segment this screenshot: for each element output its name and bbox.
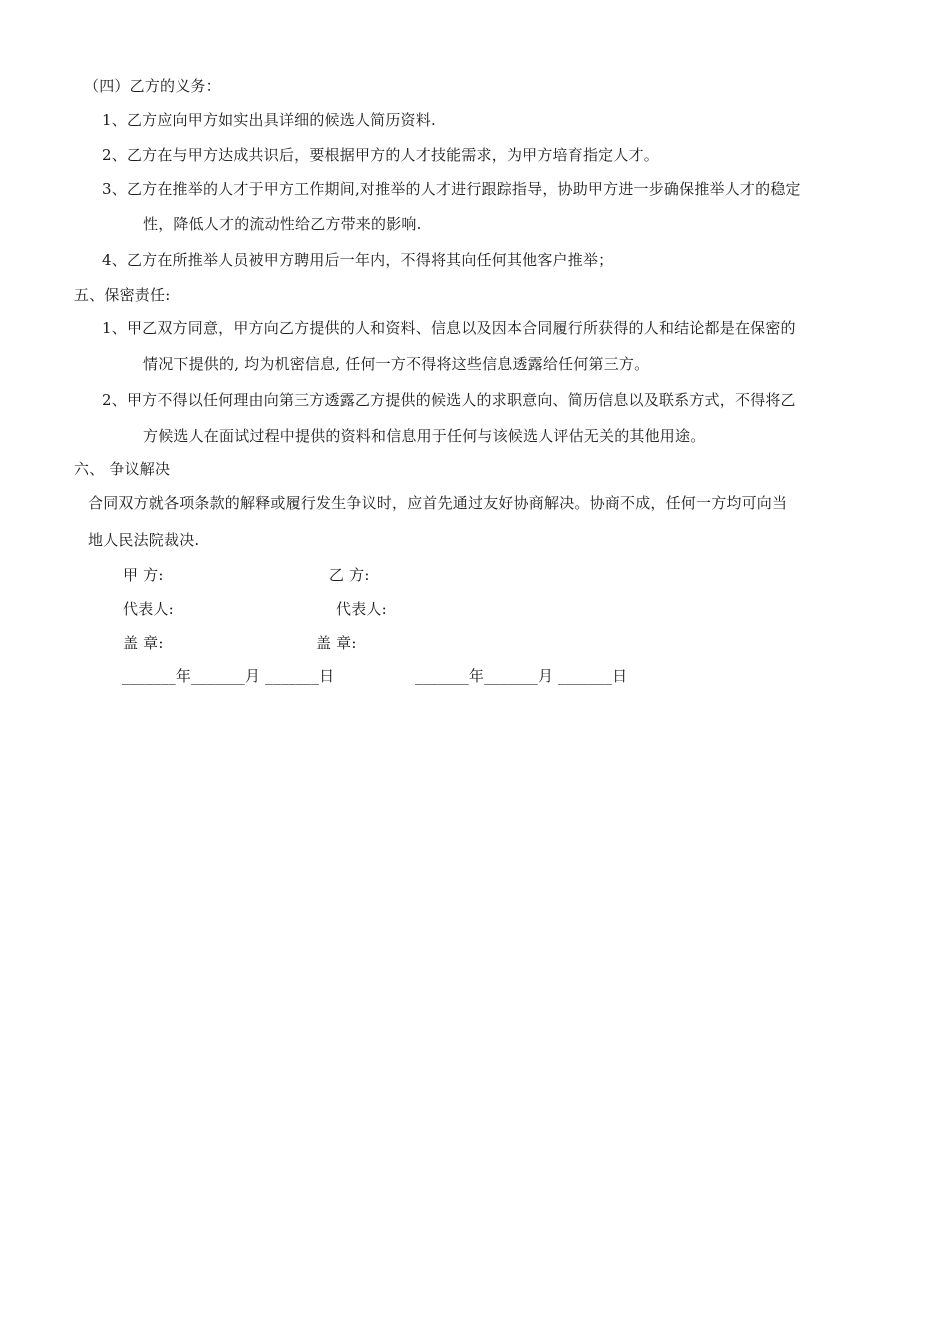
- item-text: 乙方在所推举人员被甲方聘用后一年内，不得将其向任何其他客户推举；: [126, 251, 614, 269]
- representative-b-label: 代表人:: [336, 600, 387, 618]
- seal-a-label: 盖 章:: [123, 634, 164, 652]
- party-b-label: 乙 方:: [329, 566, 370, 584]
- party-a-label: 甲 方:: [123, 566, 164, 584]
- obligation-item-3-continuation: 性，降低人才的流动性给乙方带来的影响.: [143, 215, 422, 233]
- obligation-item-4: [102, 250, 613, 270]
- dispute-paragraph-line-2: 地人民法院裁决.: [88, 531, 200, 549]
- item-number: 1、: [102, 319, 127, 337]
- confidentiality-item-1-continuation: 情况下提供的, 均为机密信息, 任何一方不得将这些信息透露给任何第三方。: [143, 355, 650, 373]
- item-text: 乙方在与甲方达成共识后，要根据甲方的人才技能需求，为甲方培育指定人才。: [126, 146, 659, 164]
- confidentiality-item-1: [102, 318, 796, 338]
- obligations-heading: （四）乙方的义务：: [84, 77, 221, 95]
- confidentiality-heading: 五、保密责任:: [74, 286, 171, 304]
- item-text: 甲乙双方同意，甲方向乙方提供的人和资料、信息以及因本合同履行所获得的人和结论都是在保密的: [126, 319, 796, 337]
- seal-b-label: 盖 章:: [316, 634, 357, 652]
- item-text: 甲方不得以任何理由向第三方透露乙方提供的候选人的求职意向、简历信息以及联系方式，不得将乙: [126, 391, 796, 409]
- item-number: 1、: [102, 111, 127, 129]
- obligation-item-3: [102, 179, 801, 199]
- date-line-b: _______年_______月 _______日: [415, 667, 628, 685]
- confidentiality-item-2-continuation: 方候选人在面试过程中提供的资料和信息用于任何与该候选人评估无关的其他用途。: [143, 427, 706, 445]
- item-number: 2、: [102, 391, 127, 409]
- item-number: 2、: [102, 146, 127, 164]
- obligation-item-2: [102, 145, 659, 165]
- item-text: 乙方应向甲方如实出具详细的候选人简历资料.: [126, 111, 436, 129]
- date-line-a: _______年_______月 _______日: [122, 667, 335, 685]
- dispute-heading: 六、 争议解决: [74, 460, 171, 478]
- representative-a-label: 代表人:: [123, 600, 174, 618]
- confidentiality-item-2: [102, 390, 796, 410]
- item-number: 3、: [102, 180, 127, 198]
- item-number: 4、: [102, 251, 127, 269]
- dispute-paragraph-line-1: 合同双方就各项条款的解释或履行发生争议时，应首先通过友好协商解决。协商不成，任何一方均可向当: [88, 494, 788, 512]
- obligation-item-1: [102, 110, 436, 130]
- item-text: 乙方在推举的人才于甲方工作期间,对推举的人才进行跟踪指导，协助甲方进一步确保推举人才的稳定: [126, 180, 801, 198]
